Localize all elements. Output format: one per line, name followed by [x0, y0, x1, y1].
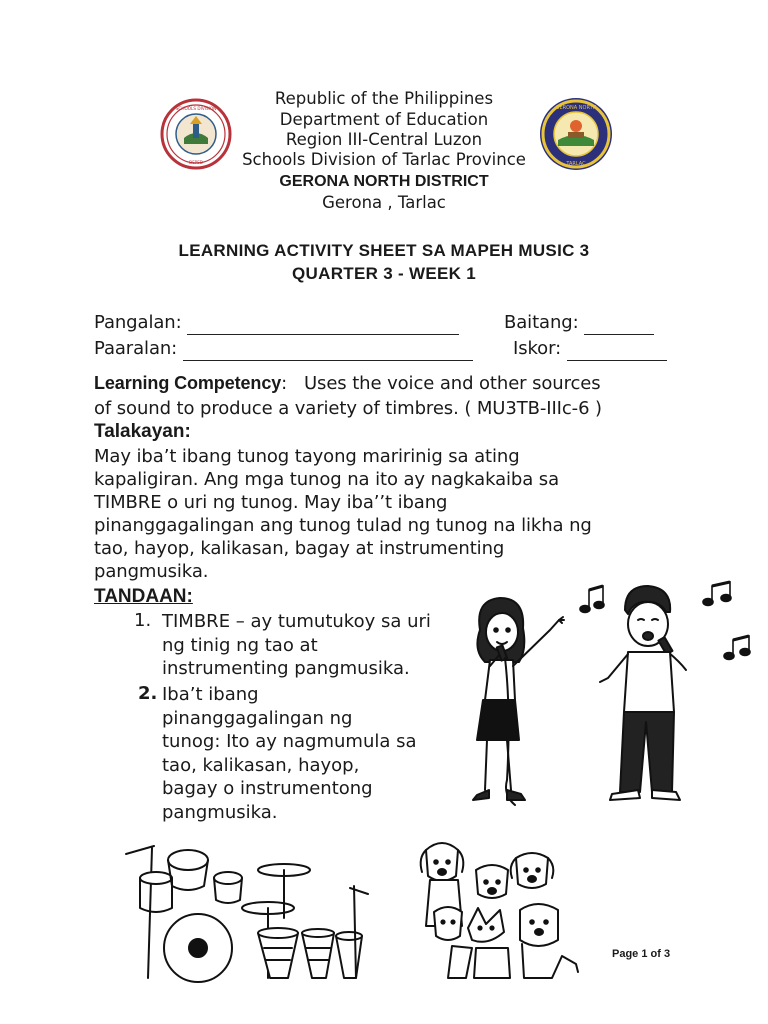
- iskor-blank[interactable]: [567, 337, 667, 361]
- page-number: Page 1 of 3: [612, 948, 671, 960]
- list-item-line: TIMBRE – ay tumutukoy sa uri: [162, 611, 431, 632]
- competency-label: Learning Competency: [94, 373, 282, 393]
- music-note-icon: [700, 580, 736, 610]
- district-location: Gerona , Tarlac: [322, 193, 446, 212]
- header-line-division: Schools Division of Tarlac Province: [242, 150, 526, 169]
- paaralan-field: [94, 337, 473, 361]
- baitang-label: Baitang:: [504, 312, 579, 333]
- header-line-deped: Department of Education: [279, 110, 489, 129]
- music-note-icon: [722, 634, 754, 664]
- talakayan-line: pinanggagalingan ang tunog tulad ng tunog na likha ng: [94, 515, 592, 536]
- competency-text-2: of sound to produce a variety of timbres. ( MU3TB-IIIc-6 ): [94, 398, 602, 419]
- talakayan-line: May iba’t ibang tunog tayong maririnig sa ating: [94, 446, 520, 467]
- tandaan-label: TANDAAN:: [94, 586, 193, 607]
- pangalan-label: Pangalan:: [94, 312, 182, 333]
- list-item-1: [162, 610, 452, 681]
- talakayan-line: TIMBRE o uri ng tunog. May iba’’t ibang: [94, 492, 448, 513]
- talakayan-label: Talakayan:: [94, 421, 191, 442]
- competency-text-1: Uses the voice and other sources: [303, 373, 601, 394]
- svg-text:TARLAC: TARLAC: [566, 161, 586, 167]
- district-name: GERONA NORTH DISTRICT: [279, 173, 489, 190]
- iskor-label: Iskor:: [513, 338, 562, 359]
- list-item-line: Iba’t ibang: [162, 684, 259, 705]
- talakayan-line: tao, hayop, kalikasan, bagay at instrumenting: [94, 538, 505, 559]
- list-number-1: 1.: [134, 610, 152, 631]
- sheet-subtitle: QUARTER 3 - WEEK 1: [292, 264, 476, 283]
- talakayan-line: kapaligiran. Ang mga tunog na ito ay nagkakaiba sa: [94, 469, 560, 490]
- header-line-region: Region III-Central Luzon: [285, 130, 483, 149]
- talakayan-paragraph: [94, 445, 734, 583]
- list-item-line: ng tinig ng tao at: [162, 634, 318, 656]
- svg-text:DEPED: DEPED: [189, 160, 203, 165]
- drum-set-illustration: [118, 838, 376, 988]
- talakayan-line: pangmusika.: [94, 561, 209, 582]
- dogs-illustration: [412, 836, 582, 986]
- list-item-line: bagay o instrumentong: [162, 778, 373, 799]
- list-item-2: [162, 683, 452, 824]
- music-note-icon: [578, 584, 606, 616]
- list-item-line: instrumenting pangmusika.: [162, 658, 410, 679]
- singing-girl-illustration: [455, 590, 575, 815]
- paaralan-label: Paaralan:: [94, 338, 178, 359]
- iskor-field: [513, 337, 667, 361]
- paaralan-blank[interactable]: [183, 337, 473, 361]
- list-item-line: tunog: Ito ay nagmumula sa: [162, 731, 417, 752]
- list-item-line: pinanggagalingan ng: [162, 707, 353, 729]
- sheet-title: LEARNING ACTIVITY SHEET SA MAPEH MUSIC 3: [178, 241, 590, 260]
- competency-line-1: [94, 372, 694, 395]
- pangalan-blank[interactable]: [187, 311, 459, 335]
- pangalan-field: [94, 311, 459, 335]
- list-item-line: tao, kalikasan, hayop,: [162, 754, 360, 776]
- singing-boy-illustration: [590, 582, 710, 807]
- baitang-blank[interactable]: [584, 311, 654, 335]
- list-number-2: 2.: [138, 683, 158, 704]
- baitang-field: [504, 311, 654, 335]
- list-item-line: pangmusika.: [162, 801, 278, 823]
- svg-text:GERONA NORTH: GERONA NORTH: [555, 105, 597, 111]
- svg-text:SCHOOLS DIVISION: SCHOOLS DIVISION: [175, 106, 217, 111]
- competency-colon: :: [281, 373, 288, 394]
- header-line-republic: Republic of the Philippines: [274, 89, 494, 108]
